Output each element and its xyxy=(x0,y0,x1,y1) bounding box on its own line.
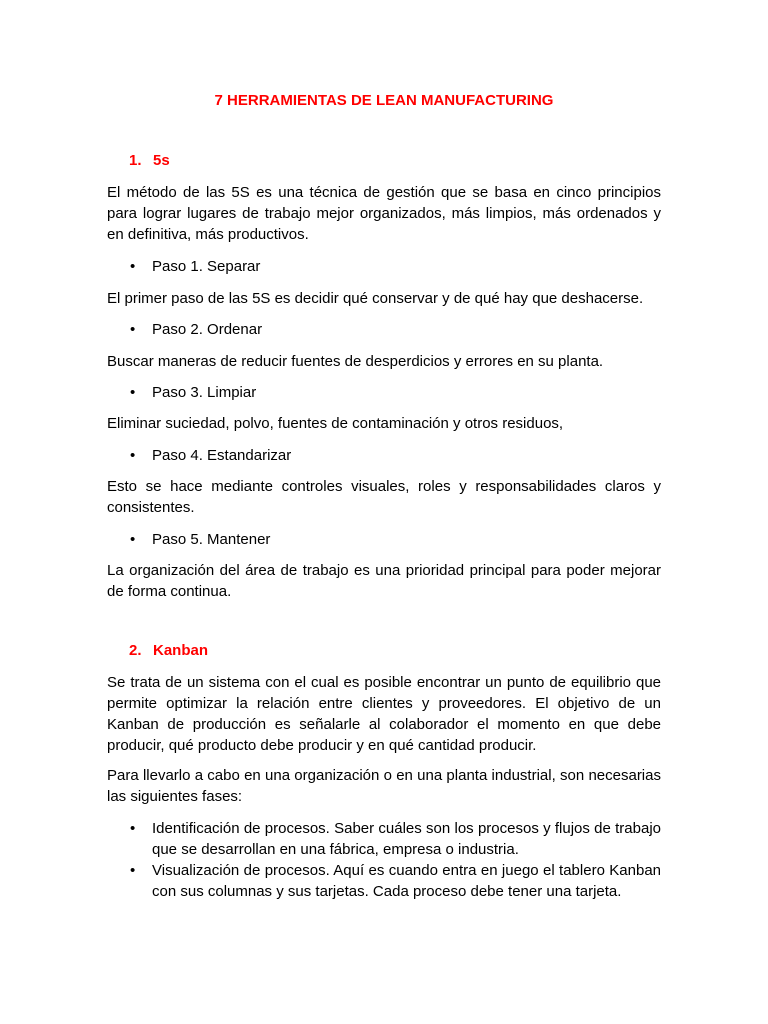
list-item-step-2 xyxy=(130,319,661,340)
list-item-label: Paso 5. Mantener xyxy=(152,531,271,548)
paragraph-kanban-1: Se trata de un sistema con el cual es posible encontrar un punto de equilibrio que permite optimizar la relación entre clientes y proveedores. El objetivo de un Kanban de producción es señalarle al colaborador el momento en que debe producir, qué producto debe producir y en qué cantidad producir. xyxy=(107,674,661,754)
bullet-glyph: • xyxy=(130,384,136,401)
bullet-glyph: • xyxy=(130,862,136,879)
list-item-phase-2 xyxy=(130,860,661,902)
list-item-step-3 xyxy=(130,382,661,403)
section-heading-5s xyxy=(129,151,170,171)
list-item-label: Paso 2. Ordenar xyxy=(152,321,263,338)
section-number: 1. xyxy=(129,152,142,169)
list-item-step-5 xyxy=(130,529,661,550)
list-item-phase-1 xyxy=(130,818,661,860)
paragraph-step-2: Buscar maneras de reducir fuentes de desperdicios y errores en su planta. xyxy=(107,353,604,370)
paragraph-5s-intro: El método de las 5S es una técnica de gestión que se basa en cinco principios para lograr lugares de trabajo mejor organizados, más limpios, más ordenados y en definitiva, más productivos. xyxy=(107,184,661,243)
bullet-glyph: • xyxy=(130,531,136,548)
paragraph-step-3: Eliminar suciedad, polvo, fuentes de contaminación y otros residuos, xyxy=(107,415,564,432)
bullet-glyph: • xyxy=(130,447,136,464)
list-item-text: Identificación de procesos. Saber cuáles son los procesos y flujos de trabajo que se desarrollan en una fábrica, empresa o industria. xyxy=(152,820,661,858)
paragraph-step-1: El primer paso de las 5S es decidir qué conservar y de qué hay que deshacerse. xyxy=(107,290,644,307)
section-title: 5s xyxy=(153,152,170,169)
paragraph-step-5: La organización del área de trabajo es una prioridad principal para poder mejorar de forma continua. xyxy=(107,562,661,600)
list-item-label: Paso 4. Estandarizar xyxy=(152,447,292,464)
bullet-glyph: • xyxy=(130,258,136,275)
bullet-glyph: • xyxy=(130,820,136,837)
list-item-label: Paso 1. Separar xyxy=(152,258,261,275)
section-heading-kanban xyxy=(129,641,208,661)
list-item-text: Visualización de procesos. Aquí es cuando entra en juego el tablero Kanban con sus columnas y sus tarjetas. Cada proceso debe tener una tarjeta. xyxy=(152,862,661,900)
paragraph-step-4: Esto se hace mediante controles visuales, roles y responsabilidades claros y consistentes. xyxy=(107,478,661,516)
section-number: 2. xyxy=(129,642,142,659)
document-title: 7 HERRAMIENTAS DE LEAN MANUFACTURING xyxy=(214,92,554,109)
list-item-label: Paso 3. Limpiar xyxy=(152,384,257,401)
list-item-step-4 xyxy=(130,445,661,466)
paragraph-kanban-2: Para llevarlo a cabo en una organización o en una planta industrial, son necesarias las siguientes fases: xyxy=(107,767,661,805)
bullet-glyph: • xyxy=(130,321,136,338)
section-title: Kanban xyxy=(153,642,209,659)
list-item-step-1 xyxy=(130,256,661,277)
